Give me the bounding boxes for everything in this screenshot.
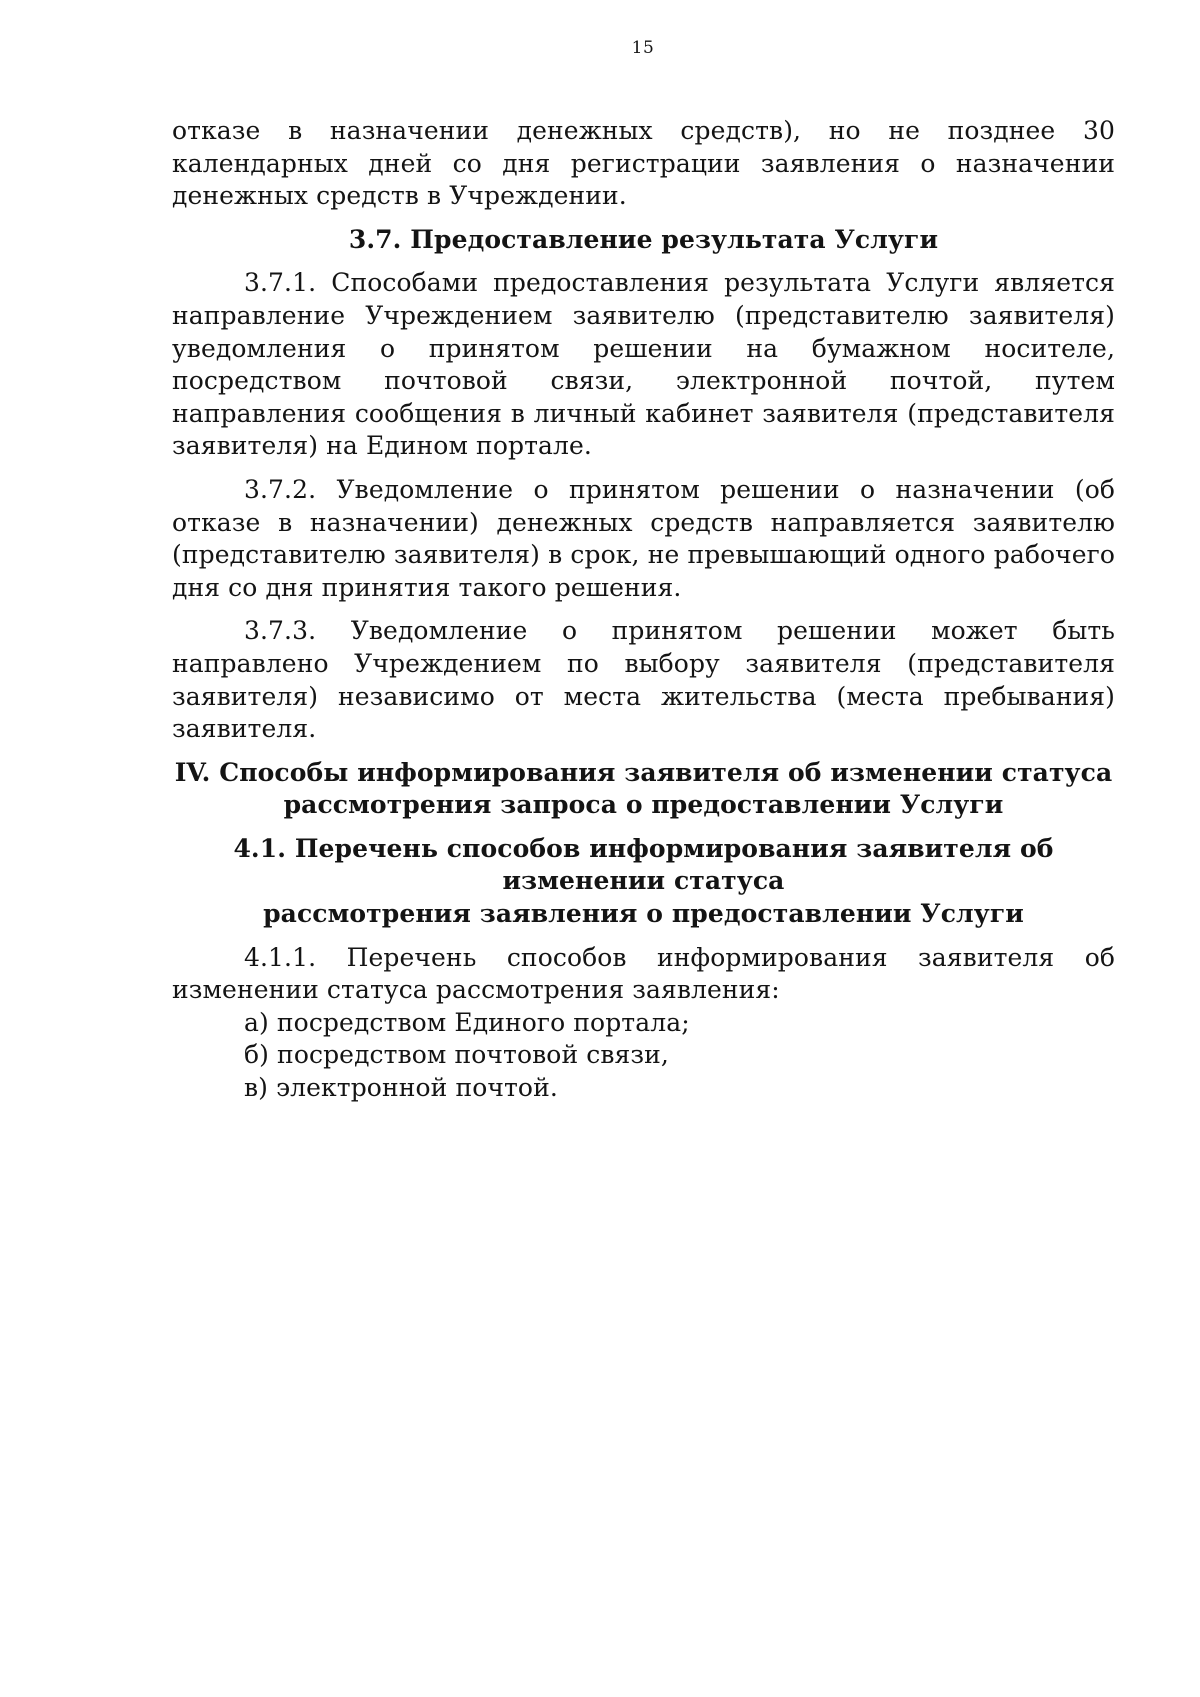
section-4-1-heading-line-2: рассмотрения заявления о предоставлении Услуги [263, 899, 1024, 929]
paragraph-text: Способами предоставления результата Услуги является направление Учреждением заявителю (представителю заявителя) уведомления о принятом решении на бумажном носителе, посредством почтовой связи, электронной почтой, путем направления сообщения в личный кабинет заявителя (представителя заявителя) на Едином портале. [172, 268, 1116, 461]
paragraph-3-7-3 [172, 615, 1115, 745]
paragraph-text: Перечень способов информирования заявителя об изменении статуса рассмотрения заявления: [172, 942, 1115, 1005]
section-3-7-heading: 3.7. Предоставление результата Услуги [348, 224, 939, 254]
notification-methods-list [172, 1007, 1115, 1105]
section-iv-heading-line-2: рассмотрения запроса о предоставлении Услуги [283, 790, 1004, 820]
section-iv-heading-line-1: IV. Способы информирования заявителя об изменении статуса [174, 757, 1113, 787]
intro-paragraph: отказе в назначении денежных средств), но не позднее 30 календарных дней со дня регистрации заявления о назначении денежных средств в Учреждении. [172, 116, 1115, 211]
page-number: 15 [631, 38, 655, 58]
list-item: б) посредством почтовой связи, [244, 1040, 669, 1070]
paragraph-number: 3.7.1. [244, 268, 317, 298]
paragraph-text: Уведомление о принятом решении может быть направлено Учреждением по выбору заявителя (представителя заявителя) независимо от места жительства (места пребывания) заявителя. [172, 616, 1116, 744]
paragraph-3-7-1 [172, 267, 1115, 463]
paragraph-3-7-2 [172, 474, 1115, 604]
section-4-1-heading-line-1: 4.1. Перечень способов информирования заявителя об изменении статуса [233, 833, 1054, 896]
document-body [172, 115, 1115, 1105]
paragraph-4-1-1 [172, 942, 1115, 1007]
section-iv-heading [172, 757, 1115, 822]
list-item: а) посредством Единого портала; [244, 1007, 690, 1037]
paragraph-number: 4.1.1. [244, 942, 317, 972]
paragraph-text: Уведомление о принятом решении о назначении (об отказе в назначении) денежных средств направляется заявителю (представителю заявителя) в срок, не превышающий одного рабочего дня со дня принятия такого решения. [172, 474, 1115, 602]
list-item: в) электронной почтой. [244, 1073, 558, 1103]
paragraph-number: 3.7.2. [244, 474, 317, 504]
section-4-1-heading [172, 833, 1115, 931]
paragraph-number: 3.7.3. [244, 616, 317, 646]
